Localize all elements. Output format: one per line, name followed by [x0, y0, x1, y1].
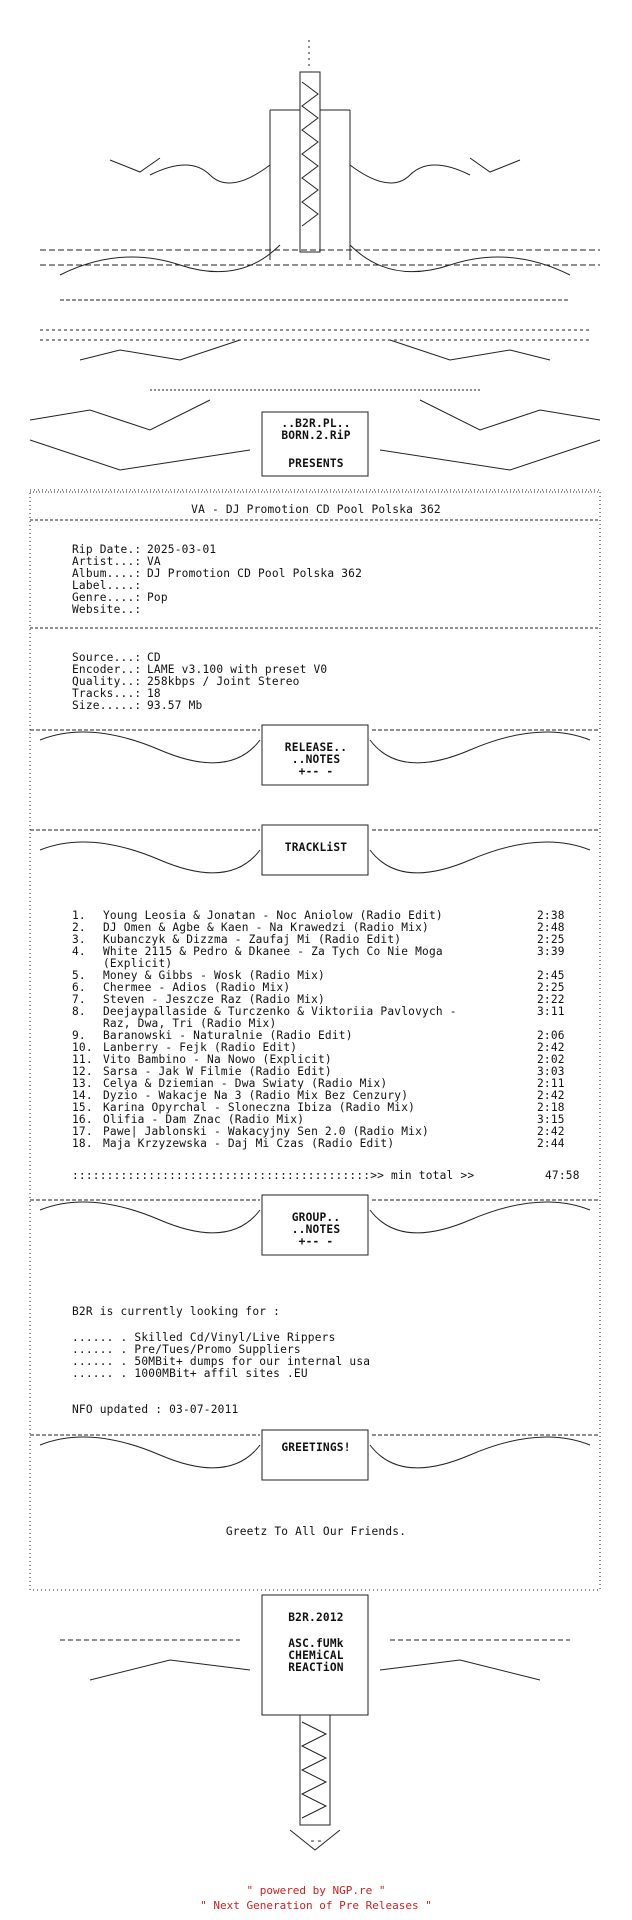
group-notes-label: GROUP.. ..NOTES +-- - — [291, 1211, 341, 1248]
presents-label: PRESENTS — [288, 457, 344, 470]
greetz-text: Greetz To All Our Friends. — [225, 1525, 407, 1538]
info-value: 2025-03-01 — [147, 543, 217, 556]
track-number: 12. — [72, 1065, 93, 1078]
tech-key: Tracks...: — [72, 687, 142, 700]
info-value: VA — [147, 555, 161, 568]
tech-value: 258kbps / Joint Stereo — [147, 675, 300, 688]
track-time: 2:45 — [537, 969, 565, 982]
track-number: 8. — [72, 1005, 86, 1018]
track-number: 14. — [72, 1089, 93, 1102]
track-number: 1. — [72, 909, 86, 922]
tech-value: 93.57 Mb — [147, 699, 203, 712]
track-title: Sarsa - Jak W Filmie (Radio Edit) — [103, 1065, 332, 1078]
info-value: Pop — [147, 591, 168, 604]
track-title: Baranowski - Naturalnie (Radio Edit) — [103, 1029, 353, 1042]
track-number: 11. — [72, 1053, 93, 1066]
info-value: DJ Promotion CD Pool Polska 362 — [147, 567, 362, 580]
track-title: Lanberry - Fejk (Radio Edit) — [103, 1041, 298, 1054]
info-key: Label....: — [72, 579, 142, 592]
track-time: 2:42 — [537, 1041, 565, 1054]
tech-key: Source...: — [72, 651, 142, 664]
track-time: 3:11 — [537, 1005, 565, 1018]
track-title: DJ Omen & Agbe & Kaen - Na Krawedzi (Radio Mix) — [103, 921, 429, 934]
track-number: 9. — [72, 1029, 86, 1042]
track-title: Celya & Dziemian - Dwa Swiaty (Radio Mix) — [103, 1077, 388, 1090]
track-title: Karina Opyrchal - Sloneczna Ibiza (Radio Mix) — [103, 1101, 416, 1114]
track-time: 2:06 — [537, 1029, 565, 1042]
track-title: Vito Bambino - Na Nowo (Explicit) — [103, 1053, 332, 1066]
track-title: Pawe| Jablonski - Wakacyjny Sen 2.0 (Radio Mix) — [103, 1125, 429, 1138]
track-time: 2:48 — [537, 921, 565, 934]
tech-value: CD — [147, 651, 161, 664]
total-line: :::::::::::::::::::::::::::::::::::::::::::>> min total >> — [72, 1169, 475, 1182]
track-number: 10. — [72, 1041, 93, 1054]
tech-key: Encoder..: — [72, 663, 142, 676]
track-time: 2:42 — [537, 1089, 565, 1102]
group-notes-item: ...... . Skilled Cd/Vinyl/Live Rippers — [72, 1331, 336, 1344]
track-title: Money & Gibbs - Wosk (Radio Mix) — [103, 969, 325, 982]
track-number: 3. — [72, 933, 86, 946]
track-time: 2:18 — [537, 1101, 565, 1114]
powered-by-link[interactable]: " powered by NGP.re " — [246, 1884, 386, 1897]
track-number: 18. — [72, 1137, 93, 1150]
track-number: 6. — [72, 981, 86, 994]
track-title: Chermee - Adios (Radio Mix) — [103, 981, 291, 994]
track-time: 2:42 — [537, 1125, 565, 1138]
track-title: Young Leosia & Jonatan - Noc Aniolow (Radio Edit) — [103, 909, 443, 922]
info-key: Artist...: — [72, 555, 142, 568]
track-title: Olifia - Dam Znac (Radio Mix) — [103, 1113, 305, 1126]
group-notes-item: ...... . 1000MBit+ affil sites .EU — [72, 1367, 308, 1380]
track-number: 4. — [72, 945, 86, 958]
ngp-tagline: " Next Generation of Pre Releases " — [200, 1899, 432, 1912]
track-title: Kubanczyk & Dizzma - Zaufaj Mi (Radio Edit) — [103, 933, 402, 946]
track-time: 2:11 — [537, 1077, 565, 1090]
tech-value: 18 — [147, 687, 161, 700]
track-number: 7. — [72, 993, 86, 1006]
group-notes-heading: B2R is currently looking for : — [72, 1305, 281, 1318]
track-time: 2:02 — [537, 1053, 565, 1066]
info-key: Rip Date.: — [72, 543, 142, 556]
release-title: VA - DJ Promotion CD Pool Polska 362 — [191, 503, 441, 516]
credits-names: ASC.fUMk CHEMiCAL REACTiON — [288, 1637, 344, 1674]
track-number: 16. — [72, 1113, 93, 1126]
track-time: 2:25 — [537, 981, 565, 994]
total-time: 47:58 — [545, 1169, 580, 1182]
track-number: 5. — [72, 969, 86, 982]
tracklist-label: TRACKLiST — [284, 841, 348, 854]
credits-year: B2R.2012 — [288, 1611, 344, 1624]
track-time: 2:44 — [537, 1137, 565, 1150]
release-notes-label: RELEASE.. ..NOTES +-- - — [284, 741, 348, 778]
track-title: Maja Krzyzewska - Daj Mi Czas (Radio Edit) — [103, 1137, 395, 1150]
info-key: Genre....: — [72, 591, 142, 604]
footer-dash: -- — [309, 1834, 323, 1847]
track-title: Dyzio - Wakacje Na 3 (Radio Mix Bez Cenzury) — [103, 1089, 409, 1102]
greetings-label: GREETINGS! — [281, 1441, 351, 1454]
track-time: 2:22 — [537, 993, 565, 1006]
nfo-updated: NFO updated : 03-07-2011 — [72, 1403, 239, 1416]
tech-key: Size.....: — [72, 699, 142, 712]
track-time: 2:25 — [537, 933, 565, 946]
group-tagline: BORN.2.RiP — [281, 429, 351, 442]
track-number: 2. — [72, 921, 86, 934]
track-title: White 2115 & Pedro & Dkanee - Za Tych Co Nie Moga (Explicit) — [103, 945, 443, 970]
track-time: 2:38 — [537, 909, 565, 922]
track-time: 3:39 — [537, 945, 565, 958]
info-key: Website..: — [72, 603, 142, 616]
track-title: Steven - Jeszcze Raz (Radio Mix) — [103, 993, 325, 1006]
track-number: 17. — [72, 1125, 93, 1138]
track-time: 3:03 — [537, 1065, 565, 1078]
group-notes-item: ...... . Pre/Tues/Promo Suppliers — [72, 1343, 301, 1356]
track-number: 15. — [72, 1101, 93, 1114]
group-name: ..B2R.PL.. — [281, 417, 351, 430]
track-number: 13. — [72, 1077, 93, 1090]
track-title: Deejaypallaside & Turczenko & Viktoriia Pavlovych - Raz, Dwa, Tri (Radio Mix) — [103, 1005, 457, 1030]
track-time: 3:15 — [537, 1113, 565, 1126]
tech-key: Quality..: — [72, 675, 142, 688]
group-notes-item: ...... . 50MBit+ dumps for our internal usa — [72, 1355, 371, 1368]
info-key: Album....: — [72, 567, 142, 580]
tech-value: LAME v3.100 with preset V0 — [147, 663, 328, 676]
